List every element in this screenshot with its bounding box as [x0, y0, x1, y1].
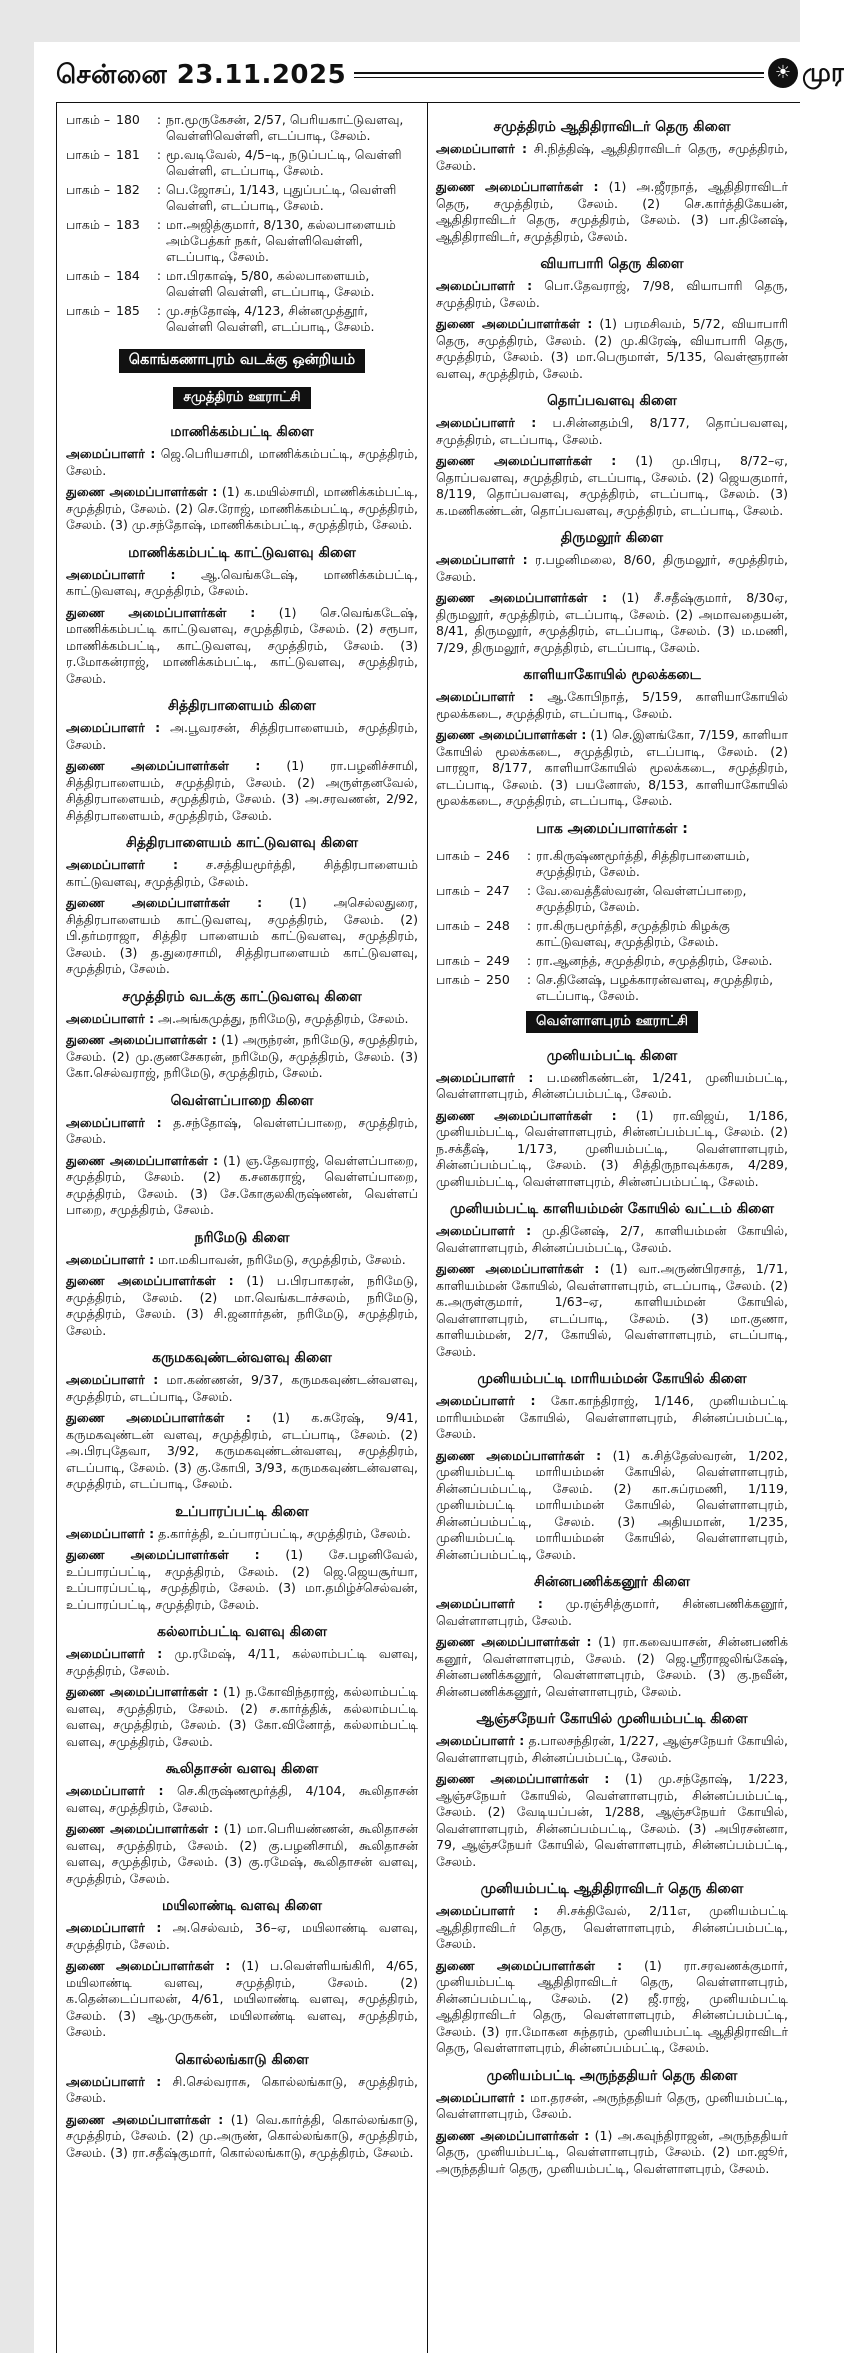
- deputy-label: துணை அமைப்பாளர்கள் :: [436, 1771, 610, 1786]
- deputy-line: [66, 2112, 418, 2162]
- deputy-label: துணை அமைப்பாளர்கள் :: [436, 453, 617, 468]
- deputy-line: [66, 1032, 418, 1082]
- secretary-line: [436, 1070, 788, 1103]
- secretary-text: ப.சின்னதம்பி, 8/177, தொப்பவளவு, சமுத்திரம், எடப்பாடி, சேலம்.: [436, 415, 789, 447]
- branch-entry: [66, 1503, 418, 1614]
- masthead-rule: [354, 72, 764, 78]
- secretary-text: பொ.தேவராஜ், 7/98, வியாபாரி தெரு, சமுத்திரம், சேலம்.: [436, 278, 789, 310]
- part-number: 183: [116, 217, 140, 232]
- part-text: ரா.ஆனந்த், சமுத்திரம், சமுத்திரம், சேலம்.: [536, 952, 773, 968]
- deputy-text: (1) க.சித்தேஸ்வரன், 1/202, முனியம்பட்டி மாரியம்மன் கோயில், வெள்ளாளபுரம், சின்னப்பம்பட்டி, சேலம். (2) கா.சுப்ரமணி, 1/119, முனியம்பட்டி மாரியம்மன் கோயில், வெள்ளாளபுரம், சின்னப்பம்பட்டி, சேலம். (3) அதியமான், 1/235, முனியம்பட்டி மாரியம்மன் கோயில், வெள்ளாளபுரம், சின்னப்பம்பட்டி, சேலம்.: [436, 1447, 788, 1562]
- secretary-text: மு.தினேஷ், 2/7, காளியம்மன் கோயில், வெள்ளாளபுரம், சின்னப்பம்பட்டி, சேலம்.: [436, 1223, 788, 1255]
- left-column: [66, 112, 418, 2171]
- deputy-text: (1) அருந்ரன், நரிமேடு, சமுத்திரம், சேலம். (2) மு.குணசேகரன், நரிமேடு, சமுத்திரம், சேலம். (3) கோ.செல்வராஜ், நரிமேடு, சமுத்திரம், சேலம்.: [66, 1032, 418, 1080]
- part-text: மு.சந்தோஷ், 4/123, சின்னமுத்தூர், வெள்ளி வெள்ளி, எடப்பாடி, சேலம்.: [166, 303, 375, 334]
- deputy-label: துணை அமைப்பாளர்கள் :: [66, 1547, 260, 1562]
- secretary-label: அமைப்பாளர் :: [436, 1596, 543, 1611]
- secretary-line: [66, 857, 418, 890]
- branch-title: மாணிக்கம்பட்டி கிளை: [170, 424, 314, 440]
- deputy-line: [66, 1684, 418, 1750]
- branch-title: வியாபாரி தெரு கிளை: [540, 256, 684, 272]
- branch-title: சித்திரபாளையம் கிளை: [168, 698, 316, 714]
- part-text: மா.அஜித்குமார், 8/130, கல்லபாளையம் அம்பேத்கர் நகர், வெள்ளிவெள்ளி, எடப்பாடி, சேலம்.: [166, 217, 396, 264]
- deputy-label: துணை அமைப்பாளர்கள் :: [66, 1410, 251, 1425]
- part-colon: :: [526, 952, 532, 968]
- branch-title: சித்திரபாளையம் காட்டுவளவு கிளை: [125, 835, 359, 851]
- deputy-text: (1) அ.கவுந்திராஜன், அருந்ததியர் தெரு, முனியம்பட்டி, வெள்ளாளபுரம், சேலம். (2) மா.ஜூர், அருந்ததியர் தெரு, முனியம்பட்டி, வெள்ளாளபுரம், சேலம்.: [436, 2127, 788, 2176]
- part-row: [436, 972, 788, 1004]
- branch-title: காளியாகோயில் மூலக்கடை: [523, 667, 701, 683]
- secretary-text: மு.ரஞ்சித்குமார், சின்னபணிக்கனூர், வெள்ளாளபுரம், சேலம்.: [436, 1596, 788, 1628]
- branch-title: உப்பாரப்பட்டி கிளை: [175, 1503, 309, 1520]
- part-label: பாகம் –: [436, 917, 481, 933]
- part-row: [436, 848, 788, 880]
- deputy-text: (1) ரா.சரவணக்குமார், முனியம்பட்டி ஆதிதிராவிடர் தெரு, வெள்ளாளபுரம், சின்னப்பம்பட்டி, சேலம். (2) ஜீ.ராஜ், முனியம்பட்டி ஆதிதிராவிடர் தெரு, வெள்ளாளபுரம், சின்னப்பம்பட்டி, சேலம். (3) ரா.மோகன சுந்தரம், முனியம்பட்டி ஆதிதிராவிடர் தெரு, வெள்ளாளபுரம், சின்னப்பம்பட்டி, சேலம்.: [436, 1957, 788, 2055]
- secretary-label: அமைப்பாளர் :: [436, 1069, 534, 1085]
- column-divider: [427, 102, 428, 2353]
- part-row: [66, 217, 418, 265]
- deputy-line: [66, 484, 418, 534]
- deputy-line: [66, 758, 418, 824]
- deputy-label: துணை அமைப்பாளர்கள் :: [436, 179, 599, 194]
- deputy-text: (1) வெ.கார்த்தி, கொல்லங்காடு, சமுத்திரம், சேலம். (2) மு.அருண், கொல்லங்காடு, சமுத்திரம், சேலம். (3) ரா.சதீஷ்குமார், கொல்லங்காடு, சமுத்திரம், சேலம்.: [66, 2111, 418, 2160]
- part-colon: :: [156, 268, 162, 283]
- secretary-line: [66, 1783, 418, 1816]
- deputy-text: (1) ரா.பழனிச்சாமி, சித்திரபாளையம், சமுத்திரம், சேலம். (2) அருள்தனவேல், சித்திரபாளையம், சமுத்திரம், சேலம். (3) அ.சரவணன், 2/92, சித்திரபாளையம், சமுத்திரம், சேலம்.: [66, 758, 418, 823]
- secretary-text: மா.மகிபாவன், நரிமேடு, சமுத்திரம், சேலம்.: [158, 1251, 406, 1267]
- deputy-label: துணை அமைப்பாளர்கள் :: [436, 727, 587, 742]
- part-row: [436, 918, 788, 950]
- part-colon: :: [156, 147, 162, 162]
- part-label: பாகம் –: [66, 217, 111, 232]
- secretary-text: ஆ.வெங்கடேஷ், மாணிக்கம்பட்டி, காட்டுவளவு, சமுத்திரம், சேலம்.: [66, 566, 418, 598]
- deputy-line: [66, 1958, 418, 2041]
- deputy-label: துணை அமைப்பாளர்கள் :: [66, 1152, 219, 1168]
- secretary-text: ஜெ.பெரியசாமி, மாணிக்கம்பட்டி, சமுத்திரம், சேலம்.: [66, 446, 418, 478]
- deputy-text: (1) க.மயில்சாமி, மாணிக்கம்பட்டி, சமுத்திரம், சேலம். (2) செ.ரோஜ், மாணிக்கம்பட்டி, சமுத்திரம், சேலம். (3) மு.சந்தோஷ், மாணிக்கம்பட்டி, சமுத்திரம், சேலம்.: [66, 484, 418, 532]
- secretary-label: அமைப்பாளர் :: [66, 1783, 164, 1798]
- branch-entry: [66, 1623, 418, 1750]
- part-label: பாகம் –: [66, 303, 111, 318]
- branch-entry: [66, 423, 418, 534]
- branch-entry: [66, 544, 418, 688]
- secretary-label: அமைப்பாளர் :: [436, 552, 528, 567]
- branch-title: கூலிதாசன் வளவு கிளை: [165, 1761, 319, 1777]
- branch-entry: [436, 1880, 788, 2057]
- deputy-label: துணை அமைப்பாளர்கள் :: [66, 1273, 234, 1288]
- secretary-label: அமைப்பாளர் :: [436, 1393, 536, 1408]
- secretary-line: [436, 689, 788, 722]
- secretary-text: சி.நித்திஷ், ஆதிதிராவிடர் தெரு, சமுத்திரம், சேலம்.: [436, 141, 788, 173]
- deputy-label: துணை அமைப்பாளர்கள் :: [436, 590, 608, 605]
- deputy-line: [436, 590, 788, 656]
- part-colon: :: [156, 303, 162, 318]
- deputy-label: துணை அமைப்பாளர்கள் :: [66, 604, 256, 620]
- deputy-text: (1) செ.இளங்கோ, 7/159, காளியா கோயில் மூலக்கடை, சமுத்திரம், எடப்பாடி, சேலம். (2) பாரஜா, 8/177, காளியாகோயில் மூலக்கடை, சமுத்திரம், எடப்பாடி, சேலம். (3) பயனோஸ், 8/153, காளியாகோயில் மூலக்கடை, சமுத்திரம், எடப்பாடி, சேலம்.: [436, 727, 788, 808]
- deputy-text: (1) அசெல்லதுரை, சித்திரபாளையம் காட்டுவளவு, சமுத்திரம், சேலம். (2) பி.தர்மராஜா, சித்திர பாளையம் காட்டுவளவு, சமுத்திரம், சேலம். (3) த.துரைசாமி, சித்திரபாளையம் காட்டுவளவு, சமுத்திரம், சேலம்.: [66, 895, 418, 976]
- part-number: 185: [116, 303, 140, 318]
- part-text: மூ.வடிவேல், 4/5–டி, நடுப்பட்டி, வெள்ளி வெள்ளி, எடப்பாடி, சேலம்.: [166, 147, 402, 178]
- part-colon: :: [156, 182, 162, 197]
- secretary-label: அமைப்பாளர் :: [66, 1251, 155, 1267]
- part-row: [436, 953, 788, 969]
- branch-entry: [66, 988, 418, 1082]
- secretary-label: அமைப்பாளர் :: [66, 1920, 162, 1935]
- part-text: செ.தினேஷ், பழக்காரன்வளவு, சமுத்திரம், எடப்பாடி, சேலம்.: [536, 971, 774, 1003]
- secretary-label: அமைப்பாளர் :: [66, 1010, 155, 1026]
- deputy-label: துணை அமைப்பாளர்கள் :: [66, 758, 261, 773]
- branch-entry: [66, 1092, 418, 1219]
- part-label: பாகம் –: [436, 882, 481, 898]
- part-number: 180: [116, 112, 140, 127]
- secretary-text: ஆ.கோபிநாத், 5/159, காளியாகோயில் மூலக்கடை, சமுத்திரம், எடப்பாடி, சேலம்.: [436, 689, 788, 721]
- part-number: 182: [116, 182, 140, 197]
- secretary-text: அ.அங்கமுத்து, நரிமேடு, சமுத்திரம், சேலம்.: [158, 1010, 409, 1026]
- branch-title: கல்லாம்பட்டி வளவு கிளை: [156, 1624, 327, 1640]
- deputy-label: துணை அமைப்பாளர்கள் :: [436, 1107, 617, 1123]
- part-label: பாகம் –: [66, 112, 111, 127]
- secretary-label: அமைப்பாளர் :: [436, 1223, 532, 1238]
- branch-title: முனியம்பட்டி கிளை: [546, 1047, 678, 1064]
- deputy-line: [436, 1108, 788, 1191]
- deputy-text: (1) ரா.கவையாசன், சின்னபணிக் கனூர், வெள்ளாளபுரம், சேலம். (2) ஜெ.ஸ்ரீராஜலிங்கேஷ், சின்னபணிக்கனூர், வெள்ளாளபுரம், சேலம். (3) கு.நவீன், சின்னபணிக்கனூர், வெள்ளாளபுரம், சேலம்.: [436, 1634, 788, 1699]
- branch-title: தொப்பவளவு கிளை: [547, 393, 677, 409]
- deputy-label: துணை அமைப்பாளர்கள் :: [436, 2127, 590, 2143]
- secretary-label: அமைப்பாளர் :: [66, 1646, 163, 1661]
- secretary-label: அமைப்பாளர் :: [436, 2089, 525, 2105]
- deputy-line: [66, 1821, 418, 1887]
- part-row: [436, 883, 788, 915]
- deputy-label: துணை அமைப்பாளர்கள் :: [436, 316, 593, 331]
- deputy-line: [66, 1273, 418, 1339]
- secretary-line: [436, 1596, 788, 1629]
- branch-title: ஆஞ்சநேயர் கோயில் முனியம்பட்டி கிளை: [476, 1711, 748, 1727]
- secretary-line: [436, 1223, 788, 1256]
- secretary-line: [436, 1733, 788, 1766]
- secretary-line: [436, 415, 788, 448]
- part-text: ரா.கிருபமூர்த்தி, சமுத்திரம் கிழக்கு காட்டுவளவு, சமுத்திரம், சேலம்.: [536, 917, 730, 949]
- secretary-label: அமைப்பாளர் :: [436, 278, 533, 293]
- deputy-label: துணை அமைப்பாளர்கள் :: [66, 484, 218, 499]
- secretary-label: அமைப்பாளர் :: [436, 141, 527, 156]
- secretary-label: அமைப்பாளர் :: [66, 720, 161, 735]
- secretary-line: [436, 2090, 788, 2123]
- deputy-line: [66, 1153, 418, 1219]
- part-row: [66, 147, 418, 179]
- secretary-line: [66, 720, 418, 753]
- panchayat-banner: வெள்ளாளபுரம் ஊராட்சி: [526, 1011, 698, 1033]
- branch-entry: [436, 392, 788, 519]
- part-colon: :: [156, 112, 162, 127]
- branch-title: முனியம்பட்டி ஆதிதிராவிடர் தெரு கிளை: [480, 1881, 744, 1897]
- branch-title: மயிலாண்டி வளவு கிளை: [161, 1898, 323, 1914]
- deputy-label: துணை அமைப்பாளர்கள் :: [436, 1634, 592, 1649]
- secretary-line: [66, 1526, 418, 1543]
- secretary-text: செ.கிருஷ்ணமூர்த்தி, 4/104, கூலிதாசன் வளவு, சமுத்திரம், சேலம்.: [66, 1783, 418, 1815]
- deputy-line: [66, 1547, 418, 1613]
- branch-entry: [66, 1897, 418, 2041]
- sun-logo-icon: ☀: [768, 58, 798, 88]
- deputy-line: [436, 727, 788, 810]
- secretary-line: [66, 1115, 418, 1148]
- secretary-line: [436, 1903, 788, 1953]
- part-heading: பாக அமைப்பாளர்கள் :: [536, 820, 688, 837]
- deputy-label: துணை அமைப்பாளர்கள் :: [436, 1957, 623, 1973]
- secretary-text: ச.சத்தியமூர்த்தி, சித்திரபாளையம் காட்டுவளவு, சமுத்திரம், சேலம்.: [66, 857, 418, 889]
- deputy-text: (1) ஞ.தேவராஜ், வெள்ளப்பாறை, சமுத்திரம், சேலம். (2) க.சனகராஜ், வெள்ளப்பாறை, சமுத்திரம், சேலம். (3) சே.கோகுலகிருஷ்ணன், வெள்ளப் பாறை, சமுத்திரம், சேலம்.: [66, 1152, 418, 1217]
- deputy-line: [436, 2128, 788, 2178]
- branch-entry: [66, 2051, 418, 2162]
- branch-title: சமுத்திரம் வடக்கு காட்டுவளவு கிளை: [122, 988, 362, 1005]
- branch-entry: [66, 697, 418, 824]
- deputy-line: [66, 895, 418, 978]
- secretary-line: [436, 141, 788, 174]
- secretary-label: அமைப்பாளர் :: [436, 689, 534, 704]
- branch-title: சமுத்திரம் ஆதிதிராவிடர் தெரு கிளை: [493, 119, 731, 135]
- part-number: 246: [486, 847, 510, 863]
- part-row: [66, 112, 418, 144]
- secretary-line: [66, 1252, 418, 1269]
- branch-entry: [66, 1349, 418, 1493]
- secretary-line: [66, 2074, 418, 2107]
- part-section: [436, 820, 788, 838]
- branch-entry: [436, 255, 788, 382]
- deputy-line: [436, 316, 788, 382]
- branch-title: நரிமேடு கிளை: [194, 1229, 290, 1246]
- part-text: ரா.கிருஷ்ணமூர்த்தி, சித்திரபாளையம், சமுத்திரம், சேலம்.: [536, 847, 750, 879]
- deputy-line: [436, 453, 788, 519]
- part-label: பாகம் –: [66, 182, 111, 197]
- deputy-line: [436, 1261, 788, 1360]
- right-column: [436, 112, 788, 2187]
- deputy-text: (1) மா.பெரியண்ணன், கூலிதாசன் வளவு, சமுத்திரம், சேலம். (2) கு.பழனிசாமி, கூலிதாசன் வளவு, சமுத்திரம், சேலம். (3) கு.ரமேஷ், கூலிதாசன் வளவு, சமுத்திரம், சேலம்.: [66, 1821, 418, 1886]
- secretary-text: ர.பழனிமலை, 8/60, திருமலூர், சமுத்திரம், சேலம்.: [436, 552, 788, 584]
- branch-entry: [436, 1370, 788, 1563]
- secretary-text: ப.மணிகண்டன், 1/241, முனியம்பட்டி, வெள்ளாளபுரம், சின்னப்பம்பட்டி, சேலம்.: [436, 1069, 788, 1101]
- deputy-label: துணை அமைப்பாளர்கள் :: [66, 1684, 219, 1699]
- deputy-line: [436, 1448, 788, 1564]
- part-text: மா.பிரகாஷ், 5/80, கல்லபாளையம், வெள்ளி வெள்ளி, எடப்பாடி, சேலம்.: [166, 268, 375, 299]
- part-number: 250: [486, 971, 510, 987]
- part-list: [436, 848, 788, 1004]
- branch-entry: [436, 1573, 788, 1700]
- part-number: 248: [486, 917, 510, 933]
- part-number: 249: [486, 952, 510, 968]
- secretary-text: த.பாலசந்திரன், 1/227, ஆஞ்சநேயர் கோயில், வெள்ளாளபுரம், சின்னப்பம்பட்டி, சேலம்.: [436, 1733, 789, 1765]
- part-row: [66, 303, 418, 335]
- left-margin: [0, 0, 34, 2353]
- part-number: 184: [116, 268, 140, 283]
- branch-entry: [66, 1760, 418, 1887]
- deputy-text: (1) சே.பழனிவேல், உப்பாரப்பட்டி, சமுத்திரம், சேலம். (2) ஜெ.ஜெயசூர்யா, உப்பாரப்பட்டி, சமுத்திரம், சேலம். (3) மா.தமிழ்ச்செல்வன், உப்பாரப்பட்டி, சமுத்திரம், சேலம்.: [66, 1547, 418, 1612]
- secretary-text: மா.கண்ணன், 9/37, கருமகவுண்டன்வளவு, சமுத்திரம், எடப்பாடி, சேலம்.: [66, 1372, 418, 1404]
- branch-entry: [66, 834, 418, 978]
- branch-list: [436, 1047, 788, 2178]
- secretary-line: [66, 1372, 418, 1405]
- secretary-line: [436, 1393, 788, 1443]
- top-margin: [0, 0, 800, 42]
- secretary-line: [66, 1011, 418, 1028]
- part-colon: :: [156, 217, 162, 232]
- deputy-text: (1) மு.சந்தோஷ், 1/223, ஆஞ்சநேயர் கோயில், வெள்ளாளபுரம், சின்னப்பம்பட்டி, சேலம். (2) வேடியப்பன், 1/288, ஆஞ்சநேயர் கோயில், வெள்ளாளபுரம், சின்னப்பம்பட்டி, சேலம். (3) அபிரசன்னா, 79, ஆஞ்சநேயர் கோயில், வெள்ளாளபுரம், சின்னப்பம்பட்டி, சேலம்.: [436, 1771, 788, 1869]
- branch-title: முனியம்பட்டி அருந்ததியர் தெரு கிளை: [486, 2067, 738, 2084]
- deputy-text: (1) அ.ஜீரநாத், ஆதிதிராவிடர் தெரு, சமுத்திரம், சேலம். (2) செ.கார்த்திகேயன், ஆதிதிராவிடர் தெரு, சமுத்திரம், சேலம். (3) பா.தினேஷ், ஆதிதிராவிடர், சமுத்திரம், சேலம்.: [436, 179, 788, 244]
- branch-title: சின்னபணிக்கனூர் கிளை: [533, 1574, 691, 1590]
- secretary-line: [66, 567, 418, 600]
- secretary-text: அ.பூவரசன், சித்திரபாளையம், சமுத்திரம், சேலம்.: [66, 720, 418, 752]
- deputy-text: (1) சீ.சதீஷ்குமார், 8/30ஏ, திருமலூர், சமுத்திரம், எடப்பாடி, சேலம். (2) அமாவதையன், 8/41, திருமலூர், சமுத்திரம், எடப்பாடி, சேலம். (3) ம.மணி, 7/29, திருமலூர், சமுத்திரம், எடப்பாடி, சேலம்.: [436, 590, 788, 655]
- branch-entry: [436, 666, 788, 810]
- secretary-text: அ.செல்வம், 36–ஏ, மயிலாண்டி வளவு, சமுத்திரம், சேலம்.: [66, 1920, 418, 1952]
- secretary-label: அமைப்பாளர் :: [66, 1372, 159, 1387]
- masthead: [56, 58, 844, 92]
- deputy-text: (1) ப.வெள்ளியங்கிரி, 4/65, மயிலாண்டி வளவு, சமுத்திரம், சேலம். (2) க.தென்டைப்பாலன், 4/61, மயிலாண்டி வளவு, சமுத்திரம், சேலம். (3) ஆ.முருகன், மயிலாண்டி வளவு, சமுத்திரம், சேலம்.: [66, 1958, 418, 2039]
- deputy-line: [436, 1771, 788, 1870]
- secretary-text: மா.தரசன், அருந்ததியர் தெரு, முனியம்பட்டி, வெள்ளாளபுரம், சேலம்.: [436, 2089, 788, 2121]
- panchayat-banner-wrap: [436, 1007, 788, 1041]
- part-colon: :: [526, 971, 532, 987]
- part-label: பாகம் –: [436, 952, 481, 968]
- secretary-label: அமைப்பாளர் :: [436, 1733, 525, 1748]
- secretary-label: அமைப்பாளர் :: [436, 1903, 539, 1918]
- deputy-label: துணை அமைப்பாளர்கள் :: [436, 1261, 600, 1276]
- deputy-label: துணை அமைப்பாளர்கள் :: [66, 895, 263, 910]
- deputy-text: (1) மு.பிரபு, 8/72–ஏ, தொப்பவளவு, சமுத்திரம், எடப்பாடி, சேலம். (2) ஜெயகுமார், 8/119, தொப்பவளவு, சமுத்திரம், எடப்பாடி, சேலம். (3) க.மணிகண்டன், தொப்பவளவு, சமுத்திரம், எடப்பாடி, சேலம்.: [436, 453, 788, 518]
- part-text: பெ.ஜோசப், 1/143, புதுப்பட்டி, வெள்ளி வெள்ளி, எடப்பாடி, சேலம்.: [166, 182, 397, 213]
- masthead-paper-name: முர: [802, 58, 844, 88]
- deputy-label: துணை அமைப்பாளர்கள் :: [66, 1821, 219, 1836]
- secretary-label: அமைப்பாளர் :: [436, 415, 537, 430]
- secretary-text: சி.சக்திவேல், 2/11எ, முனியம்பட்டி ஆதிதிராவிடர் தெரு, வெள்ளாளபுரம், சின்னப்பம்பட்டி, சேலம்.: [436, 1903, 788, 1951]
- deputy-line: [436, 1634, 788, 1700]
- branch-title: கொல்லங்காடு கிளை: [175, 2051, 309, 2068]
- deputy-text: (1) பரமசிவம், 5/72, வியாபாரி தெரு, சமுத்திரம், சேலம். (2) மு.கிரேஷ், வியாபாரி தெரு, சமுத்திரம், சேலம். (3) மா.பெருமாள், 5/135, வெள்ளூரான் வளவு, சமுத்திரம், சேலம்.: [436, 316, 788, 381]
- union-banner-wrap: [66, 349, 418, 373]
- deputy-text: (1) ந.கோவிந்தராஜ், கல்லாம்பட்டி வளவு, சமுத்திரம், சேலம். (2) ச.கார்த்திக், கல்லாம்பட்டி வளவு, சமுத்திரம், சேலம். (3) கோ.வினோத், கல்லாம்பட்டி வளவு, சமுத்திரம், சேலம்.: [66, 1684, 418, 1749]
- deputy-label: துணை அமைப்பாளர்கள் :: [66, 2111, 224, 2127]
- part-colon: :: [526, 917, 532, 933]
- union-banner: கொங்கணாபுரம் வடக்கு ஒன்றியம்: [119, 349, 365, 373]
- deputy-text: (1) செ.வெங்கடேஷ், மாணிக்கம்பட்டி காட்டுவளவு, சமுத்திரம், சேலம். (2) சரூபா, மாணிக்கம்பட்டி, காட்டுவளவு, சமுத்திரம், சேலம். (3) ர.மோகன்ராஜ், மாணிக்கம்பட்டி, காட்டுவளவு, சமுத்திரம், சேலம்.: [66, 604, 418, 686]
- secretary-label: அமைப்பாளர் :: [66, 1525, 155, 1541]
- branch-entry: [436, 2067, 788, 2178]
- branch-title: முனியம்பட்டி மாரியம்மன் கோயில் கிளை: [477, 1371, 747, 1387]
- masthead-city-date: சென்னை 23.11.2025: [56, 60, 347, 90]
- part-label: பாகம் –: [436, 971, 481, 987]
- branch-title: கருமகவுண்டன்வளவு கிளை: [152, 1350, 332, 1366]
- deputy-line: [66, 1410, 418, 1493]
- secretary-line: [66, 446, 418, 479]
- secretary-line: [66, 1920, 418, 1953]
- secretary-text: த.சந்தோஷ், வெள்ளப்பாறை, சமுத்திரம், சேலம்.: [66, 1114, 418, 1146]
- secretary-line: [436, 552, 788, 585]
- part-label: பாகம் –: [66, 147, 111, 162]
- branch-entry: [436, 1047, 788, 1191]
- part-row: [66, 182, 418, 214]
- branch-title: முனியம்பட்டி காளியம்மன் கோயில் வட்டம் கிளை: [449, 1201, 775, 1217]
- panchayat-banner: சமுத்திரம் ஊராட்சி: [173, 387, 310, 409]
- branch-entry: [436, 1200, 788, 1360]
- branch-title: மாணிக்கம்பட்டி காட்டுவளவு கிளை: [128, 544, 356, 561]
- deputy-line: [436, 179, 788, 245]
- part-number: 181: [116, 147, 140, 162]
- secretary-label: அமைப்பாளர் :: [66, 566, 176, 582]
- branch-entry: [436, 1710, 788, 1870]
- secretary-text: கோ.காந்திராஜ், 1/146, முனியம்பட்டி மாரியம்மன் கோயில், வெள்ளாளபுரம், சின்னப்பம்பட்டி, சேலம்.: [436, 1393, 788, 1441]
- secretary-label: அமைப்பாளர் :: [66, 2073, 162, 2089]
- secretary-text: த.கார்த்தி, உப்பாரப்பட்டி, சமுத்திரம், சேலம்.: [158, 1525, 411, 1541]
- part-row: [66, 268, 418, 300]
- part-label: பாகம் –: [436, 847, 481, 863]
- secretary-label: அமைப்பாளர் :: [66, 1114, 162, 1130]
- secretary-line: [436, 278, 788, 311]
- secretary-text: மு.ரமேஷ், 4/11, கல்லாம்பட்டி வளவு, சமுத்திரம், சேலம்.: [66, 1646, 418, 1678]
- branch-entry: [66, 1229, 418, 1340]
- part-text: நா.மூருகேசன், 2/57, பெரியகாட்டுவளவு, வெள்ளிவெள்ளி, எடப்பாடி, சேலம்.: [166, 112, 404, 143]
- branch-entry: [436, 529, 788, 656]
- branch-list: [436, 118, 788, 810]
- branch-list: [66, 423, 418, 2161]
- branch-entry: [436, 118, 788, 245]
- part-text: வே.வைத்தீஸ்வரன், வெள்ளப்பாறை, சமுத்திரம், சேலம்.: [536, 882, 747, 914]
- part-list: [66, 112, 418, 335]
- secretary-text: சி.செல்வராசு, கொல்லங்காடு, சமுத்திரம், சேலம்.: [66, 2073, 418, 2105]
- secretary-line: [66, 1646, 418, 1679]
- deputy-line: [66, 605, 418, 688]
- part-colon: :: [526, 847, 532, 863]
- part-label: பாகம் –: [66, 268, 111, 283]
- deputy-text: (1) க.சுரேஷ், 9/41, கருமகவுண்டன் வளவு, சமுத்திரம், எடப்பாடி, சேலம். (2) அ.பிரபுதேவா, 3/92, கருமகவுண்டன்வளவு, சமுத்திரம், எடப்பாடி, சேலம். (3) கு.கோபி, 3/93, கருமகவுண்டன்வளவு, சமுத்திரம், எடப்பாடி, சேலம்.: [66, 1410, 418, 1491]
- deputy-label: துணை அமைப்பாளர்கள் :: [436, 1447, 602, 1463]
- deputy-label: துணை அமைப்பாளர்கள் :: [66, 1958, 231, 1973]
- branch-title: திருமலூர் கிளை: [560, 530, 664, 546]
- deputy-text: (1) வா.அருண்பிரசாத், 1/71, காளியம்மன் கோயில், வெள்ளாளபுரம், எடப்பாடி, சேலம். (2) க.அருள்குமார், 1/63–ஏ, காளியம்மன் கோயில், வெள்ளாளபுரம், எடப்பாடி, சேலம். (3) மா.குணா, காளியம்மன், 2/7, கோயில், வெள்ளாளபுரம், எடப்பாடி, சேலம்.: [436, 1261, 788, 1359]
- secretary-label: அமைப்பாளர் :: [66, 857, 179, 872]
- secretary-label: அமைப்பாளர் :: [66, 446, 156, 461]
- part-colon: :: [526, 882, 532, 898]
- deputy-line: [436, 1958, 788, 2057]
- branch-title: வெள்ளப்பாறை கிளை: [170, 1092, 314, 1109]
- deputy-label: துணை அமைப்பாளர்கள் :: [66, 1032, 217, 1047]
- deputy-text: (1) ப.பிரபாகரன், நரிமேடு, சமுத்திரம், சேலம். (2) மா.வெங்கடாச்சலம், நரிமேடு, சமுத்திரம், சேலம். (3) சி.ஜனார்தன், நரிமேடு, சமுத்திரம், சேலம்.: [66, 1273, 418, 1338]
- part-number: 247: [486, 882, 510, 898]
- deputy-text: (1) ரா.விஜய், 1/186, முனியம்பட்டி, வெள்ளாளபுரம், சின்னப்பம்பட்டி, சேலம். (2) ந.சக்தீஷ், 1/173, முனியம்பட்டி, வெள்ளாளபுரம், சின்னப்பம்பட்டி, சேலம். (3) சித்திருநாவுக்கரசு, 4/289, முனியம்பட்டி, வெள்ளாளபுரம், சின்னப்பம்பட்டி, சேலம்.: [436, 1107, 788, 1189]
- panchayat-banner-wrap: [66, 383, 418, 417]
